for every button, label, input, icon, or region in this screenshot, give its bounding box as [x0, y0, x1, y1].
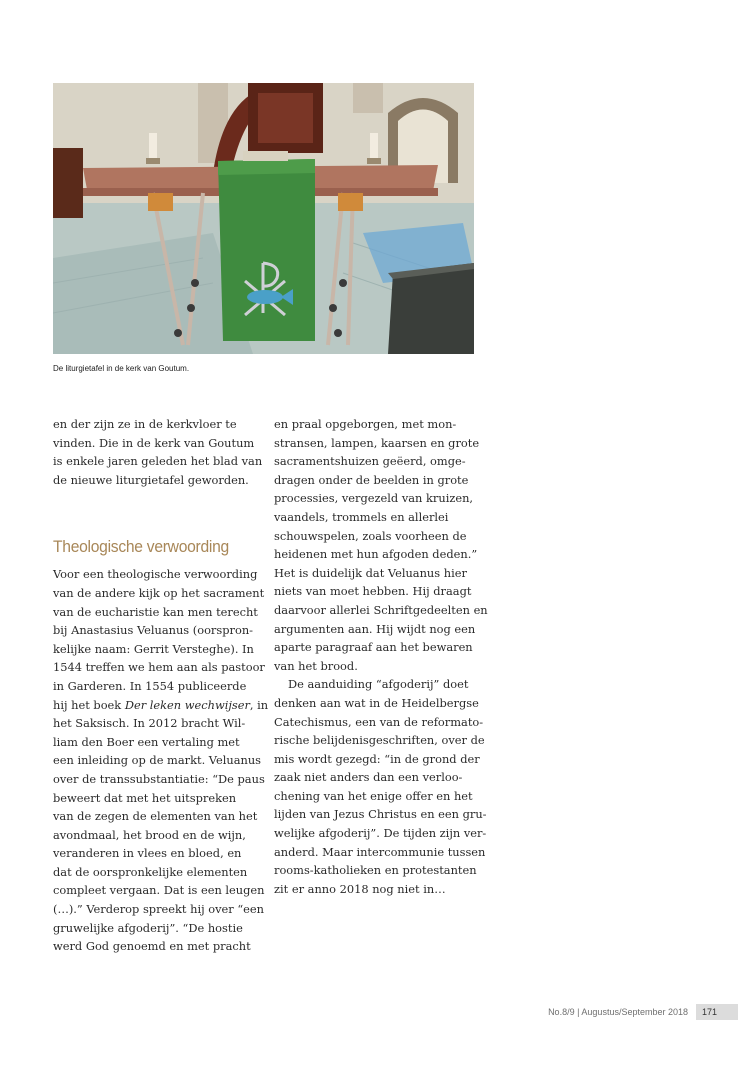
right-column — [274, 415, 488, 898]
body-text-line: processies, vergezeld van kruizen, — [274, 491, 474, 506]
book-line-suffix: , in — [249, 697, 269, 712]
body-text-line: van de zegen de elementen van het — [53, 809, 258, 824]
body-text-line: vinden. Die in de kerk van Goutum — [53, 435, 255, 450]
section-heading: Theologische verwoording — [53, 537, 229, 557]
body-text-line: Voor een theologische verwoording — [53, 567, 258, 582]
page-number: 171 — [696, 1004, 738, 1020]
body-text-line: 1544 treffen we hem aan als pastoor — [53, 660, 265, 675]
body-text-line: is enkele jaren geleden het blad van — [53, 454, 263, 469]
body-text-line: dragen onder de beelden in grote — [274, 472, 469, 487]
body-text-line: (…).” Verderop spreekt hij over “een — [53, 902, 264, 917]
left-column — [53, 415, 269, 956]
body-text-line: dat de oorspronkelijke elementen — [53, 864, 248, 879]
body-text-line: argumenten aan. Hij wijdt nog een — [274, 621, 476, 636]
issue-info: No.8/9 | Augustus/September 2018 — [548, 1007, 688, 1017]
body-text-line: zit er anno 2018 nog niet in… — [274, 881, 446, 896]
body-text-line: daarvoor allerlei Schriftgedeelten en — [274, 602, 488, 617]
body-text-line: in Garderen. In 1554 publiceerde — [53, 678, 247, 693]
body-text-line: anderd. Maar intercommunie tussen — [274, 844, 486, 859]
body-text-line: veranderen in vlees en bloed, en — [53, 846, 242, 861]
body-text-line: en praal opgeborgen, met mon- — [274, 417, 457, 431]
body-text-line: liam den Boer een vertaling met — [53, 734, 240, 749]
body-text-line: De aanduiding “afgoderij” doet — [288, 677, 469, 692]
body-text-line: gruwelijke afgoderij”. “De hostie — [53, 920, 243, 935]
body-text-line: een inleiding op de markt. Veluanus — [53, 753, 262, 768]
body-text-line: rische belijdenisgeschriften, over de — [274, 733, 485, 748]
body-text-line: stransen, lampen, kaarsen en grote — [274, 435, 480, 450]
book-title: Der leken wechwijser — [124, 697, 250, 712]
body-text-line: beweert dat met het uitspreken — [53, 790, 237, 805]
body-text-line: heidenen met hun afgoden deden.” — [274, 547, 478, 562]
church-photo — [53, 83, 474, 354]
body-text-line: over de transsubstantiatie: “De paus — [53, 771, 265, 786]
body-text-line: aparte paragraaf aan het bewaren — [274, 640, 473, 655]
body-text-line: mis wordt gezegd: “in de grond der — [274, 751, 480, 766]
body-text-line: denken aan wat in de Heidelbergse — [274, 695, 479, 710]
body-text-line: bij Anastasius Veluanus (oorspron- — [53, 623, 254, 638]
body-text-line: en der zijn ze in de kerkvloer te — [53, 417, 237, 431]
body-text-line: vaandels, trommels en allerlei — [274, 509, 449, 524]
body-text-line: zaak niet anders dan een verloo- — [274, 770, 463, 785]
body-text-line: sacramentshuizen geëerd, omge- — [274, 454, 466, 469]
body-text-line-with-title — [53, 696, 269, 715]
body-text-line: avondmaal, het brood en de wijn, — [53, 827, 246, 842]
photo-caption: De liturgietafel in de kerk van Goutum. — [53, 364, 190, 373]
body-text-line: chening van het enige offer en het — [274, 788, 473, 803]
body-text-line: welijke afgoderij”. De tijden zijn ver- — [274, 826, 487, 841]
page-footer — [548, 1004, 738, 1020]
body-text-line: van het brood. — [274, 658, 358, 673]
body-text-line: compleet vergaan. Dat is een leugen — [53, 883, 265, 898]
body-text-line: de nieuwe liturgietafel geworden. — [53, 472, 249, 487]
body-text-line: niets van moet hebben. Hij draagt — [274, 584, 472, 599]
body-text-line: Catechismus, een van de reformato- — [274, 714, 484, 729]
book-line-prefix: hij het boek — [53, 697, 125, 712]
body-text-line: van de andere kijk op het sacrament — [53, 585, 265, 600]
body-text-line: Het is duidelijk dat Veluanus hier — [274, 565, 467, 580]
body-text-line: lijden van Jezus Christus en een gru- — [274, 807, 487, 822]
body-text-line: schouwspelen, zoals voorheen de — [274, 528, 467, 543]
body-text-line: werd God genoemd en met pracht — [53, 939, 251, 954]
body-text-line: van de eucharistie kan men terecht — [53, 604, 258, 619]
body-text-line: kelijke naam: Gerrit Versteghe). In — [53, 641, 254, 656]
body-text-line: het Saksisch. In 2012 bracht Wil- — [53, 716, 246, 731]
body-text-line: rooms-katholieken en protestanten — [274, 863, 477, 878]
